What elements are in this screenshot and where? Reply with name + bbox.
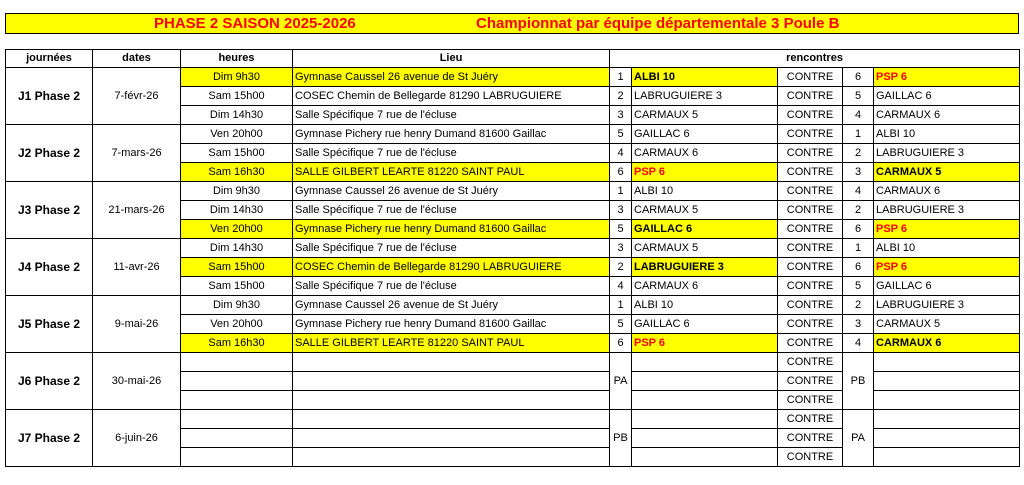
team1-number: 2 — [610, 258, 632, 277]
team1-number: 4 — [610, 277, 632, 296]
team1-name: GAILLAC 6 — [632, 220, 778, 239]
empty-heure — [181, 429, 293, 448]
journee-date: 7-févr-26 — [93, 68, 181, 125]
exempt-left: PA — [610, 353, 632, 410]
contre-label: CONTRE — [778, 258, 843, 277]
col-lieu: Lieu — [293, 50, 610, 68]
empty-heure — [181, 372, 293, 391]
contre-label: CONTRE — [778, 334, 843, 353]
schedule-table — [5, 49, 1020, 467]
empty-heure — [181, 448, 293, 467]
match-heure: Sam 15h00 — [181, 144, 293, 163]
empty-team1 — [632, 372, 778, 391]
match-heure: Sam 15h00 — [181, 258, 293, 277]
contre-label: CONTRE — [778, 144, 843, 163]
team1-name: CARMAUX 6 — [632, 277, 778, 296]
empty-heure — [181, 410, 293, 429]
team2-name: CARMAUX 5 — [874, 315, 1020, 334]
header-row — [6, 50, 1020, 68]
journee-date: 21-mars-26 — [93, 182, 181, 239]
journee-label: J2 Phase 2 — [6, 125, 93, 182]
phase-title: PHASE 2 SAISON 2025-2026 — [154, 15, 356, 32]
team2-number: 6 — [843, 258, 874, 277]
team2-name: GAILLAC 6 — [874, 277, 1020, 296]
empty-heure — [181, 391, 293, 410]
contre-label: CONTRE — [778, 410, 843, 429]
team2-number: 1 — [843, 125, 874, 144]
team2-number: 1 — [843, 239, 874, 258]
team2-number: 3 — [843, 163, 874, 182]
contre-label: CONTRE — [778, 125, 843, 144]
match-lieu: Salle Spécifique 7 rue de l'écluse — [293, 201, 610, 220]
match-row — [6, 68, 1020, 87]
team2-number: 6 — [843, 68, 874, 87]
match-heure: Dim 14h30 — [181, 239, 293, 258]
empty-lieu — [293, 391, 610, 410]
empty-team2 — [874, 448, 1020, 467]
match-lieu: COSEC Chemin de Bellegarde 81290 LABRUGUIERE — [293, 258, 610, 277]
contre-label: CONTRE — [778, 182, 843, 201]
team1-number: 6 — [610, 163, 632, 182]
contre-label: CONTRE — [778, 163, 843, 182]
team2-name: ALBI 10 — [874, 239, 1020, 258]
team1-number: 5 — [610, 315, 632, 334]
team1-number: 4 — [610, 144, 632, 163]
match-heure: Ven 20h00 — [181, 315, 293, 334]
match-lieu: Gymnase Caussel 26 avenue de St Juéry — [293, 182, 610, 201]
team1-name: ALBI 10 — [632, 182, 778, 201]
team2-number: 2 — [843, 296, 874, 315]
contre-label: CONTRE — [778, 353, 843, 372]
team2-number: 6 — [843, 220, 874, 239]
empty-team2 — [874, 353, 1020, 372]
team2-name: LABRUGUIERE 3 — [874, 144, 1020, 163]
empty-team2 — [874, 391, 1020, 410]
match-heure: Dim 9h30 — [181, 182, 293, 201]
team1-name: GAILLAC 6 — [632, 125, 778, 144]
journee-label: J6 Phase 2 — [6, 353, 93, 410]
match-heure: Dim 14h30 — [181, 106, 293, 125]
match-row — [6, 125, 1020, 144]
match-lieu: Salle Spécifique 7 rue de l'écluse — [293, 277, 610, 296]
col-dates: dates — [93, 50, 181, 68]
match-lieu: Salle Spécifique 7 rue de l'écluse — [293, 106, 610, 125]
match-lieu: Gymnase Caussel 26 avenue de St Juéry — [293, 296, 610, 315]
match-lieu: Salle Spécifique 7 rue de l'écluse — [293, 144, 610, 163]
journee-date: 9-mai-26 — [93, 296, 181, 353]
match-heure: Dim 14h30 — [181, 201, 293, 220]
contre-label: CONTRE — [778, 372, 843, 391]
team2-name: LABRUGUIERE 3 — [874, 296, 1020, 315]
team2-number: 5 — [843, 87, 874, 106]
col-journees: journées — [6, 50, 93, 68]
journee-date: 7-mars-26 — [93, 125, 181, 182]
title-banner — [5, 13, 1019, 34]
championnat-title: Championnat par équipe départementale 3 Poule B — [476, 15, 840, 32]
empty-lieu — [293, 429, 610, 448]
match-row — [6, 239, 1020, 258]
col-rencontres: rencontres — [610, 50, 1020, 68]
match-heure: Sam 16h30 — [181, 334, 293, 353]
empty-team2 — [874, 410, 1020, 429]
match-heure: Sam 15h00 — [181, 87, 293, 106]
contre-label: CONTRE — [778, 201, 843, 220]
match-heure: Dim 9h30 — [181, 68, 293, 87]
empty-team1 — [632, 353, 778, 372]
contre-label: CONTRE — [778, 391, 843, 410]
exempt-left: PB — [610, 410, 632, 467]
team1-number: 1 — [610, 296, 632, 315]
match-row — [6, 296, 1020, 315]
team1-name: PSP 6 — [632, 334, 778, 353]
team2-number: 4 — [843, 334, 874, 353]
team1-number: 3 — [610, 239, 632, 258]
team1-name: CARMAUX 5 — [632, 106, 778, 125]
match-heure: Sam 15h00 — [181, 277, 293, 296]
journee-label: J1 Phase 2 — [6, 68, 93, 125]
team2-number: 5 — [843, 277, 874, 296]
empty-team2 — [874, 372, 1020, 391]
team1-number: 1 — [610, 182, 632, 201]
team1-number: 2 — [610, 87, 632, 106]
team1-name: PSP 6 — [632, 163, 778, 182]
team2-number: 4 — [843, 182, 874, 201]
team1-name: LABRUGUIERE 3 — [632, 258, 778, 277]
team2-name: CARMAUX 5 — [874, 163, 1020, 182]
contre-label: CONTRE — [778, 277, 843, 296]
empty-team2 — [874, 429, 1020, 448]
team2-name: PSP 6 — [874, 258, 1020, 277]
empty-lieu — [293, 353, 610, 372]
match-lieu: Gymnase Pichery rue henry Dumand 81600 Gaillac — [293, 315, 610, 334]
journee-label: J3 Phase 2 — [6, 182, 93, 239]
col-heures: heures — [181, 50, 293, 68]
match-lieu: COSEC Chemin de Bellegarde 81290 LABRUGUIERE — [293, 87, 610, 106]
contre-label: CONTRE — [778, 220, 843, 239]
match-heure: Ven 20h00 — [181, 220, 293, 239]
contre-label: CONTRE — [778, 296, 843, 315]
match-lieu: SALLE GILBERT LEARTE 81220 SAINT PAUL — [293, 334, 610, 353]
team1-name: ALBI 10 — [632, 296, 778, 315]
contre-label: CONTRE — [778, 87, 843, 106]
team2-number: 2 — [843, 201, 874, 220]
match-heure: Ven 20h00 — [181, 125, 293, 144]
team2-number: 2 — [843, 144, 874, 163]
team2-name: GAILLAC 6 — [874, 87, 1020, 106]
empty-team1 — [632, 429, 778, 448]
journee-date: 30-mai-26 — [93, 353, 181, 410]
team1-number: 3 — [610, 201, 632, 220]
empty-team1 — [632, 448, 778, 467]
journee-label: J5 Phase 2 — [6, 296, 93, 353]
contre-label: CONTRE — [778, 106, 843, 125]
contre-label: CONTRE — [778, 315, 843, 334]
contre-label: CONTRE — [778, 448, 843, 467]
team2-name: PSP 6 — [874, 220, 1020, 239]
team1-number: 3 — [610, 106, 632, 125]
match-heure: Dim 9h30 — [181, 296, 293, 315]
match-row — [6, 182, 1020, 201]
contre-label: CONTRE — [778, 239, 843, 258]
team1-number: 5 — [610, 125, 632, 144]
empty-lieu — [293, 410, 610, 429]
journee-label: J4 Phase 2 — [6, 239, 93, 296]
match-lieu: Salle Spécifique 7 rue de l'écluse — [293, 239, 610, 258]
empty-heure — [181, 353, 293, 372]
exempt-right: PB — [843, 353, 874, 410]
team2-name: PSP 6 — [874, 68, 1020, 87]
team1-name: CARMAUX 6 — [632, 144, 778, 163]
journee-label: J7 Phase 2 — [6, 410, 93, 467]
team2-name: CARMAUX 6 — [874, 182, 1020, 201]
match-lieu: Gymnase Pichery rue henry Dumand 81600 Gaillac — [293, 125, 610, 144]
team2-name: ALBI 10 — [874, 125, 1020, 144]
team1-number: 6 — [610, 334, 632, 353]
exempt-right: PA — [843, 410, 874, 467]
team1-number: 1 — [610, 68, 632, 87]
team1-name: GAILLAC 6 — [632, 315, 778, 334]
empty-team1 — [632, 391, 778, 410]
team1-name: CARMAUX 5 — [632, 239, 778, 258]
match-lieu: Gymnase Caussel 26 avenue de St Juéry — [293, 68, 610, 87]
journee-date: 6-juin-26 — [93, 410, 181, 467]
team2-name: LABRUGUIERE 3 — [874, 201, 1020, 220]
team1-name: CARMAUX 5 — [632, 201, 778, 220]
match-lieu: Gymnase Pichery rue henry Dumand 81600 Gaillac — [293, 220, 610, 239]
team2-name: CARMAUX 6 — [874, 106, 1020, 125]
empty-lieu — [293, 448, 610, 467]
empty-match-row — [6, 353, 1020, 372]
match-lieu: SALLE GILBERT LEARTE 81220 SAINT PAUL — [293, 163, 610, 182]
match-heure: Sam 16h30 — [181, 163, 293, 182]
team1-name: ALBI 10 — [632, 68, 778, 87]
team2-number: 3 — [843, 315, 874, 334]
team2-name: CARMAUX 6 — [874, 334, 1020, 353]
team1-number: 5 — [610, 220, 632, 239]
empty-match-row — [6, 410, 1020, 429]
empty-lieu — [293, 372, 610, 391]
journee-date: 11-avr-26 — [93, 239, 181, 296]
empty-team1 — [632, 410, 778, 429]
contre-label: CONTRE — [778, 429, 843, 448]
team1-name: LABRUGUIERE 3 — [632, 87, 778, 106]
contre-label: CONTRE — [778, 68, 843, 87]
team2-number: 4 — [843, 106, 874, 125]
